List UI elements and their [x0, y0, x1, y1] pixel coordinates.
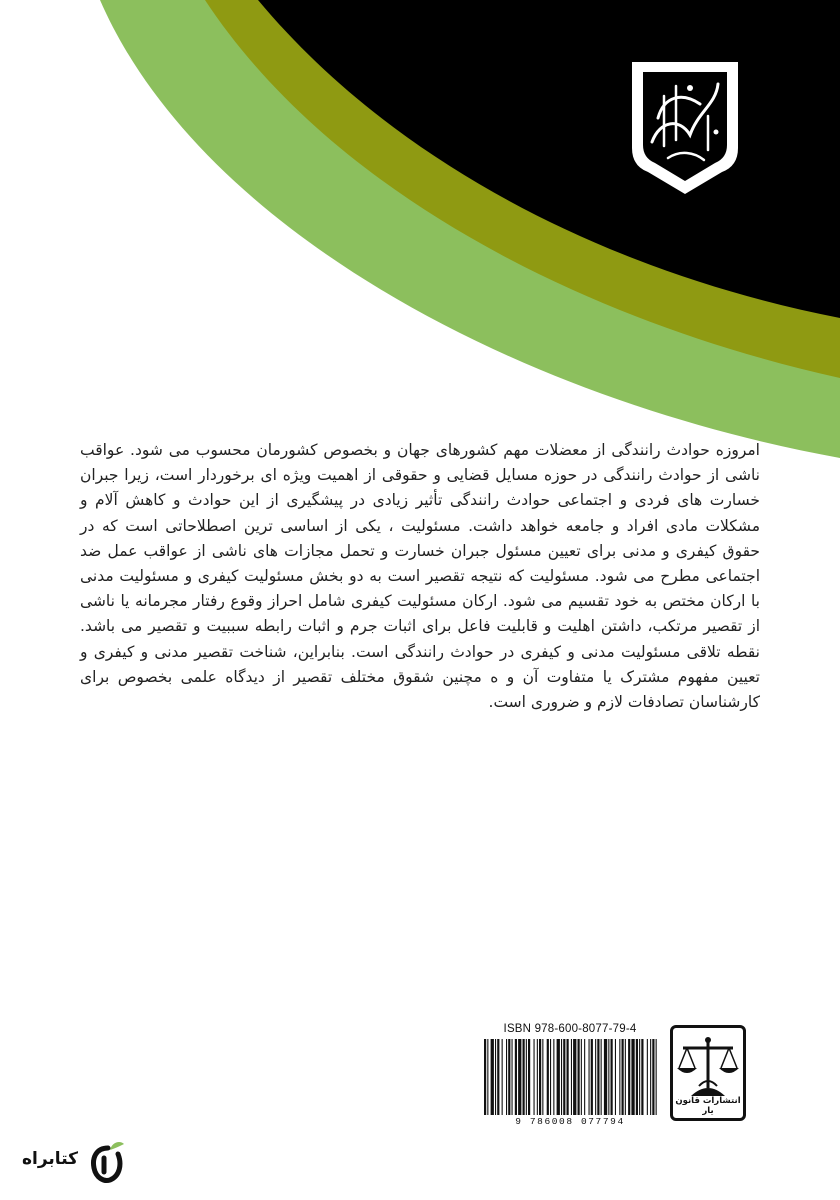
barcode-bar	[595, 1039, 596, 1115]
barcode-bar	[584, 1039, 585, 1115]
barcode-bar	[518, 1039, 521, 1115]
barcode-bar	[581, 1039, 582, 1115]
barcode-bar	[631, 1039, 634, 1115]
barcode-bar	[608, 1039, 609, 1115]
barcode-bar	[497, 1039, 499, 1115]
barcode-bar	[650, 1039, 651, 1115]
isbn-barcode-block	[478, 1023, 662, 1131]
barcode-bar	[484, 1039, 486, 1115]
barcode-bar	[615, 1039, 616, 1115]
barcode-bar	[491, 1039, 494, 1115]
barcode-bar	[526, 1039, 527, 1115]
barcode-bar	[625, 1039, 626, 1115]
barcode-bar	[523, 1039, 525, 1115]
barcode-digits: 9 786008 077794	[515, 1116, 625, 1127]
barcode-bar	[573, 1039, 576, 1115]
ketabrah-logo-icon	[88, 1140, 128, 1184]
barcode-icon	[482, 1039, 658, 1115]
barcode-bar	[557, 1039, 560, 1115]
barcode-bar	[528, 1039, 530, 1115]
barcode-bar	[611, 1039, 613, 1115]
barcode-bar	[619, 1039, 620, 1115]
barcode-bar	[578, 1039, 580, 1115]
barcode-bar	[567, 1039, 569, 1115]
barcode-bar	[628, 1039, 630, 1115]
barcode-bar	[512, 1039, 513, 1115]
back-cover-blurb: امروزه حوادث رانندگی از معضلات مهم کشورهای جهان و بخصوص کشورمان محسوب می شود. عواقب ناشی از حوادث رانندگی در حوزه مسایل قضایی و حقوقی از اهمیت ویژه ای برخوردار است، زیرا جبران خسارت های فردی و اجتماعی حوادث رانندگی تأثیر زیادی در پیشگیری از این حوادث و کاهش آلام و مشکلات مادی افراد و جامعه خواهد داشت. مسئولیت ، یکی از اساسی ترین اصطلاحاتی است که در حقوق کیفری و مدنی برای تعیین مسئول جبران خسارت و تحمل مجازات های ناشی از عواقب عمل ضد اجتماعی مطرح می شود. مسئولیت که نتیجه تقصیر است به دو بخش مسئولیت کیفری و مسئولیت مدنی با ارکان مختص به خود تقسیم می شود. ارکان مسئولیت کیفری شامل احراز وقوع رفتار مجرمانه یا ناشی از تقصیر مرتکب، داشتن اهلیت و قابلیت فاعل برای اثبات جرم و اثبات رابطه سببیت و تقصیر می باشد. نقطه تلاقی مسئولیت مدنی و کیفری در حوادث رانندگی است. بنابراین، شناخت تقصیر مدنی و کیفری و تعیین مفهوم مشترک یا متفاوت آن و ه مچنین شقوق مختلف تقصیر از دیدگاه علمی بخصوص برای کارشناسان تصادفات لازم و ضروری است.	[80, 441, 760, 712]
scales-of-justice-icon	[673, 1030, 743, 1102]
barcode-bar	[495, 1039, 496, 1115]
barcode-bar	[553, 1039, 554, 1115]
barcode-bar	[542, 1039, 543, 1115]
barcode-bar	[563, 1039, 565, 1115]
barcode-bar	[636, 1039, 638, 1115]
barcode-bar	[502, 1039, 503, 1115]
barcode-bar	[537, 1039, 538, 1115]
barcode-bar	[641, 1039, 643, 1115]
barcode-bar	[534, 1039, 535, 1115]
barcode-bar	[622, 1039, 624, 1115]
store-name: کتابراه	[21, 1149, 79, 1169]
barcode-bar	[656, 1039, 657, 1115]
barcode-bar	[539, 1039, 541, 1115]
barcode-bar	[571, 1039, 572, 1115]
barcode-bar	[547, 1039, 549, 1115]
barcode-bar	[601, 1039, 602, 1115]
barcode-bar	[515, 1039, 517, 1115]
barcode-bar	[589, 1039, 590, 1115]
barcode-bar	[487, 1039, 488, 1115]
barcode-bar	[639, 1039, 640, 1115]
barcode-bar	[591, 1039, 593, 1115]
publisher-name: انتشارات قانون یار	[675, 1096, 741, 1116]
barcode-bar	[597, 1039, 599, 1115]
barcode-bar	[506, 1039, 507, 1115]
publisher-badge	[670, 1025, 746, 1121]
barcode-bar	[652, 1039, 654, 1115]
isbn-label: ISBN 978-600-8077-79-4	[503, 1023, 637, 1035]
barcode-bar	[561, 1039, 562, 1115]
barcode-bar	[550, 1039, 551, 1115]
barcode-bar	[604, 1039, 607, 1115]
barcode-bar	[647, 1039, 648, 1115]
barcode-bar	[508, 1039, 510, 1115]
